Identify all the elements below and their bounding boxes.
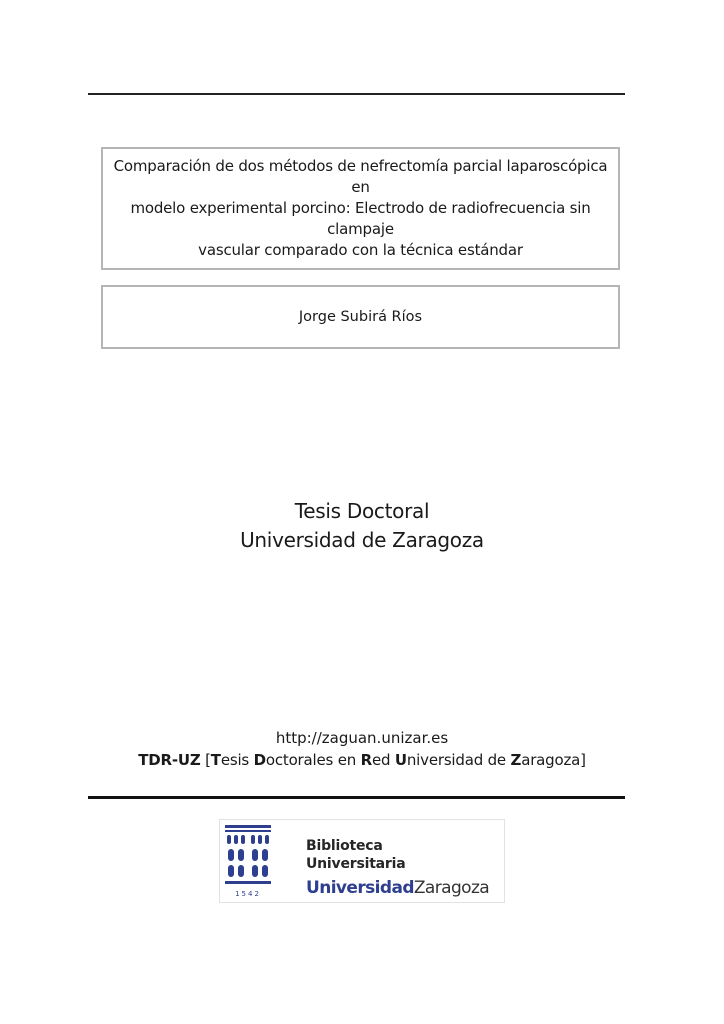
author-box [101,285,620,349]
title-line: modelo experimental porcino: Electrodo de radiofrecuencia sin clampaje [130,199,591,238]
repo-letter: U [394,751,407,769]
repo-bracket-open: [ [205,751,211,769]
logo-text-university [306,878,489,898]
repo-text: niversidad de [406,751,511,769]
logo-text-universidad: Universidad [306,878,414,898]
repository-url[interactable]: http://zaguan.unizar.es [275,729,449,747]
building-emblem-icon [222,822,274,902]
degree-type: Tesis Doctoral [294,499,430,523]
logo-text-biblioteca: Biblioteca [306,838,383,854]
repo-acronym: TDR-UZ [138,751,201,769]
repo-text: aragoza [521,751,581,769]
title-line: Comparación de dos métodos de nefrectomía parcial laparoscópica en [113,157,608,196]
logo-text-zaragoza: Zaragoza [413,878,490,898]
logo-year: 1542 [235,890,261,898]
repo-text: octorales en [265,751,361,769]
repository-name [0,750,724,771]
degree-block [0,497,724,555]
repo-text: esis [220,751,254,769]
repo-letter: Z [510,751,522,769]
library-logo [219,819,505,903]
repo-text: ed [371,751,395,769]
repo-letter: R [360,751,372,769]
repo-bracket-close: ] [580,751,586,769]
thesis-title [105,156,616,261]
bottom-rule [88,796,625,799]
top-rule [88,93,625,95]
repo-letter: T [210,751,221,769]
author-name: Jorge Subirá Ríos [298,309,423,325]
title-box [101,147,620,270]
logo-text-universitaria: Universitaria [306,856,406,872]
title-line: vascular comparado con la técnica estándar [198,241,523,259]
university-name: Universidad de Zaragoza [240,528,484,552]
repo-letter: D [253,751,266,769]
